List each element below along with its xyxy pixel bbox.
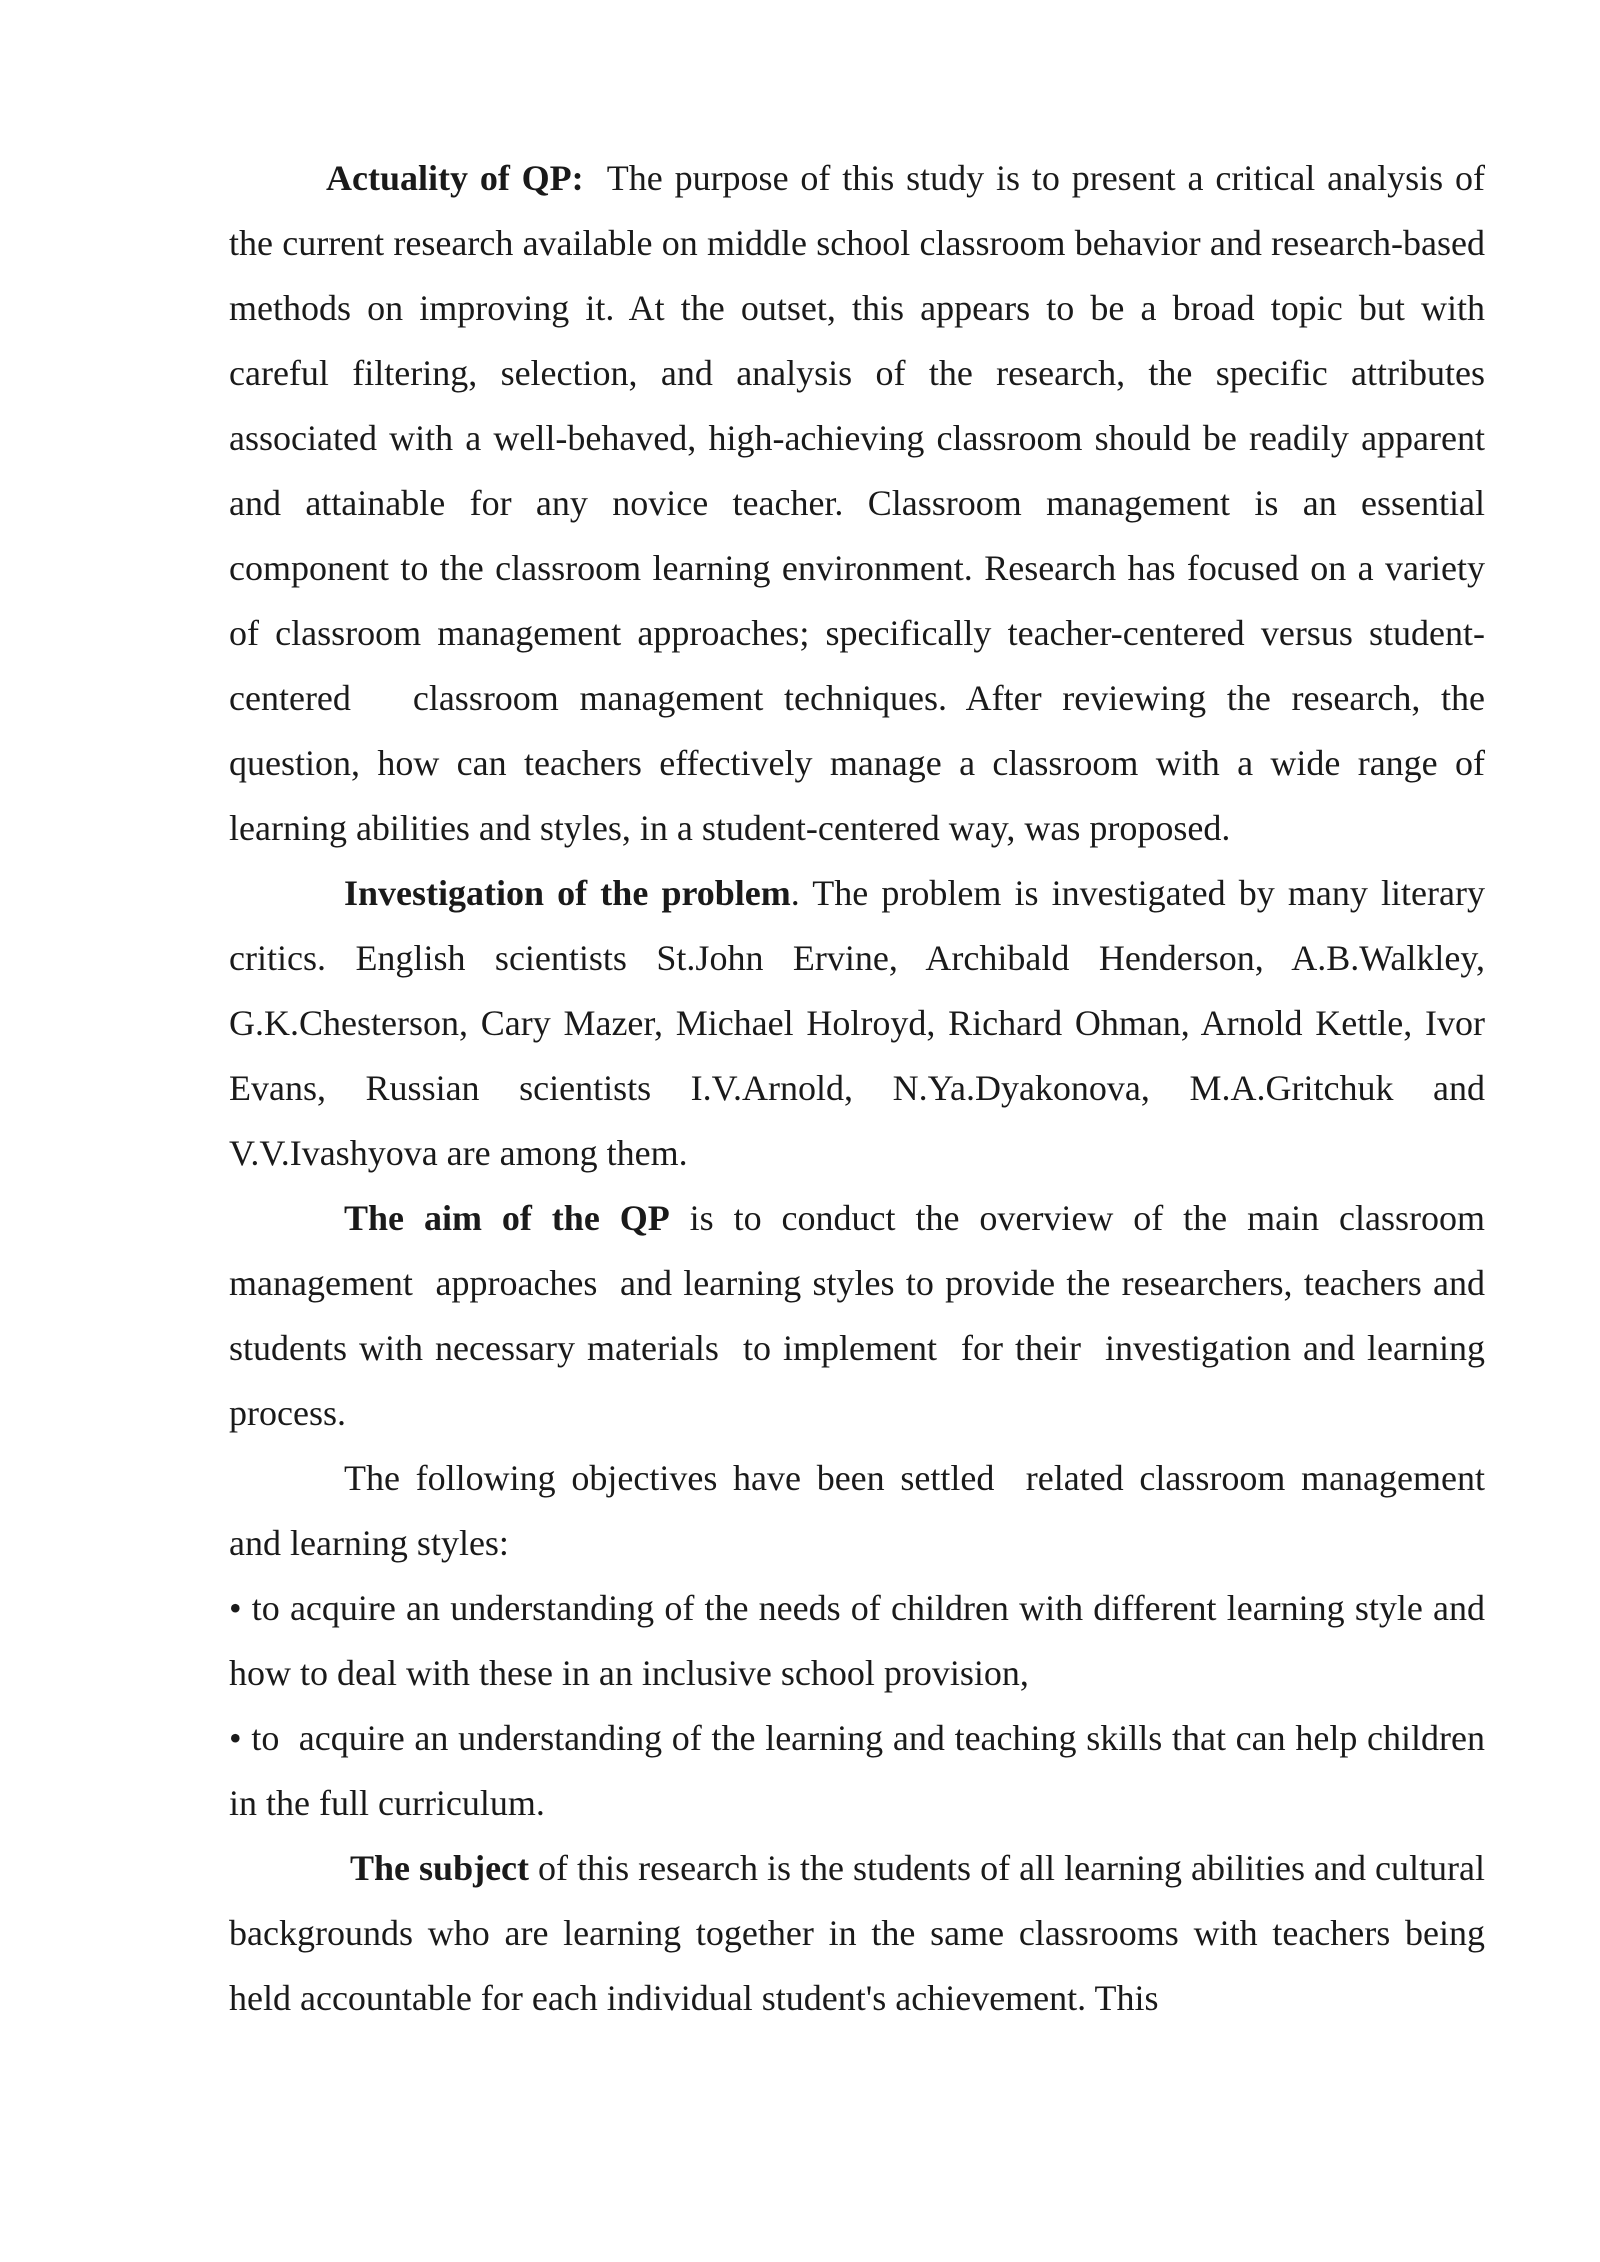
objectives-intro-paragraph: [229, 1446, 1494, 1576]
aim-paragraph: [229, 1186, 1494, 1446]
objectives-intro-text: The following objectives have been settled related classroom management and learning styles:: [229, 1458, 1494, 1563]
bullet-item-2: [229, 1706, 1503, 1836]
document-body: [229, 146, 1503, 2031]
actuality-paragraph: [229, 146, 1494, 861]
subject-paragraph: [229, 1836, 1485, 2031]
investigation-paragraph: [229, 861, 1485, 1186]
bullet-text-2: • to acquire an understanding of the learning and teaching skills that can help children in the full curriculum.: [229, 1718, 1503, 1823]
actuality-heading: Actuality of QP:: [326, 158, 584, 198]
aim-text: is to conduct the overview of the main classroom management approaches and learning styles to provide the researchers, teachers and students with necessary materials to implement for their investigation and learning process.: [229, 1198, 1494, 1433]
aim-heading: The aim of the QP: [344, 1198, 670, 1238]
actuality-text: The purpose of this study is to present a critical analysis of the current research available on middle school classroom behavior and research-based methods on improving it. At the outset, this appears to be a broad topic but with careful filtering, selection, and analysis of the research, the specific attributes associated with a well-behaved, high-achieving classroom should be readily apparent and attainable for any novice teacher. Classroom management is an essential component to the classroom learning environment. Research has focused on a variety of classroom management approaches; specifically teacher-centered versus student-centered classroom management techniques. After reviewing the research, the question, how can teachers effectively manage a classroom with a wide range of learning abilities and styles, in a student-centered way, was proposed.: [229, 158, 1494, 848]
subject-text: of this research is the students of all learning abilities and cultural backgrounds who are learning together in the same classrooms with teachers being held accountable for each individual student's achievement. This: [229, 1848, 1485, 2018]
investigation-heading: Investigation of the problem: [344, 873, 791, 913]
bullet-text-1: • to acquire an understanding of the needs of children with different learning style and how to deal with these in an inclusive school provision,: [229, 1588, 1494, 1693]
investigation-text: . The problem is investigated by many literary critics. English scientists St.John Ervine, Archibald Henderson, A.B.Walkley, G.K.Chesterson, Cary Mazer, Michael Holroyd, Richard Ohman, Arnold Kettle, Ivor Evans, Russian scientists I.V.Arnold, N.Ya.Dyakonova, M.A.Gritchuk and V.V.Ivashyova are among them.: [229, 873, 1485, 1173]
bullet-item-1: [229, 1576, 1494, 1706]
subject-heading: The subject: [350, 1848, 530, 1888]
